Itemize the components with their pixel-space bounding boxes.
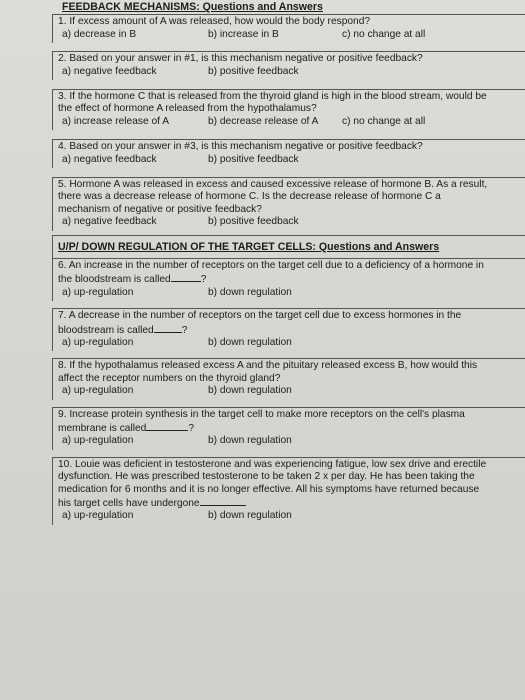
question-text: 7. A decrease in the number of receptors on the target cell due to excess hormones in the (58, 310, 462, 322)
question-text: 6. An increase in the number of receptors on the target cell due to a deficiency of a hormone in (58, 260, 484, 272)
answer-blank[interactable] (146, 421, 188, 431)
answer-option[interactable]: a) up-regulation (62, 510, 134, 522)
page-title: FEEDBACK MECHANISMS: Questions and Answers (62, 1, 323, 13)
question-text: 8. If the hypothalamus released excess A and the pituitary released excess B, how would this (58, 360, 478, 372)
question-text: 9. Increase protein synthesis in the target cell to make more receptors on the cell's plasma (58, 408, 465, 420)
question-text: 5. Hormone A was released in excess and caused excessive release of hormone B. As a result, (58, 179, 488, 190)
answer-option[interactable]: b) down regulation (208, 510, 292, 522)
answer-option[interactable]: b) positive feedback (208, 216, 299, 228)
question-text: 4. Based on your answer in #3, is this mechanism negative or positive feedback? (58, 141, 423, 153)
answer-options (58, 116, 521, 128)
question-1 (52, 14, 525, 43)
answer-option[interactable]: b) down regulation (208, 435, 292, 447)
question-text: 2. Based on your answer in #1, is this mechanism negative or positive feedback? (58, 53, 423, 65)
answer-options (58, 154, 521, 166)
answer-options (58, 287, 521, 299)
answer-option[interactable]: a) negative feedback (62, 65, 157, 77)
answer-option[interactable]: b) down regulation (208, 337, 292, 349)
worksheet (52, 0, 525, 700)
answer-options (58, 29, 521, 41)
answer-option[interactable]: a) up-regulation (62, 385, 134, 397)
question-text: the bloodstream is called ? (58, 274, 207, 286)
answer-option[interactable]: c) no change at all (342, 115, 426, 127)
answer-blank[interactable] (171, 272, 201, 282)
question-text: medication for 6 months and it is no longer effective. All his symptoms have returned because (58, 483, 480, 495)
question-5 (52, 177, 525, 231)
question-10 (52, 457, 525, 525)
answer-option[interactable]: a) negative feedback (62, 153, 157, 165)
answer-options (58, 216, 521, 228)
answer-option[interactable]: b) positive feedback (208, 153, 299, 165)
answer-options (58, 66, 521, 78)
answer-blank[interactable] (200, 496, 246, 506)
question-text: there was a decrease release of hormone C. Is the decrease release of hormone C a (58, 191, 441, 203)
question-7 (52, 308, 525, 351)
answer-option[interactable]: a) negative feedback (62, 216, 157, 228)
answer-option[interactable]: b) increase in B (208, 28, 279, 40)
answer-options (58, 435, 521, 447)
question-text: 1. If excess amount of A was released, how would the body respond? (58, 16, 371, 28)
question-text: his target cells have undergone (58, 496, 521, 510)
question-8 (52, 358, 525, 399)
answer-blank[interactable] (154, 323, 182, 333)
question-text: 3. If the hormone C that is released from the thyroid gland is high in the blood stream, would be (58, 91, 487, 102)
answer-option[interactable]: a) decrease in B (62, 28, 137, 40)
question-text: affect the receptor numbers on the thyroid gland? (58, 372, 281, 384)
answer-options (58, 385, 521, 397)
question-text: mechanism of negative or positive feedback? (58, 203, 262, 215)
question-list (52, 14, 525, 524)
answer-option[interactable]: b) down regulation (208, 286, 292, 298)
question-3 (52, 89, 525, 130)
question-text: the effect of hormone A released from the hypothalamus? (58, 103, 317, 115)
question-text: bloodstream is called ? (58, 324, 188, 336)
answer-option[interactable]: b) decrease release of A (208, 115, 319, 127)
question-6 (52, 258, 525, 301)
answer-option[interactable]: b) down regulation (208, 385, 292, 397)
question-text: dysfunction. He was prescribed testosterone to be taken 2 x per day. He has been taking the (58, 471, 475, 483)
answer-option[interactable]: a) up-regulation (62, 286, 134, 298)
question-2 (52, 51, 525, 80)
answer-option[interactable]: c) no change at all (342, 28, 426, 40)
question-4 (52, 139, 525, 168)
answer-option[interactable]: a) up-regulation (62, 337, 134, 349)
answer-options (58, 510, 521, 522)
question-text: membrane is called ? (58, 423, 195, 435)
answer-option[interactable]: a) up-regulation (62, 435, 134, 447)
question-9 (52, 407, 525, 450)
answer-option[interactable]: a) increase release of A (62, 115, 170, 127)
question-text: 10. Louie was deficient in testosterone and was experiencing fatigue, low sex drive and erectile (58, 458, 487, 470)
section-heading: U/P/ DOWN REGULATION OF THE TARGET CELLS: Questions and Answers (52, 235, 525, 258)
answer-option[interactable]: b) positive feedback (208, 65, 299, 77)
answer-options (58, 337, 521, 349)
